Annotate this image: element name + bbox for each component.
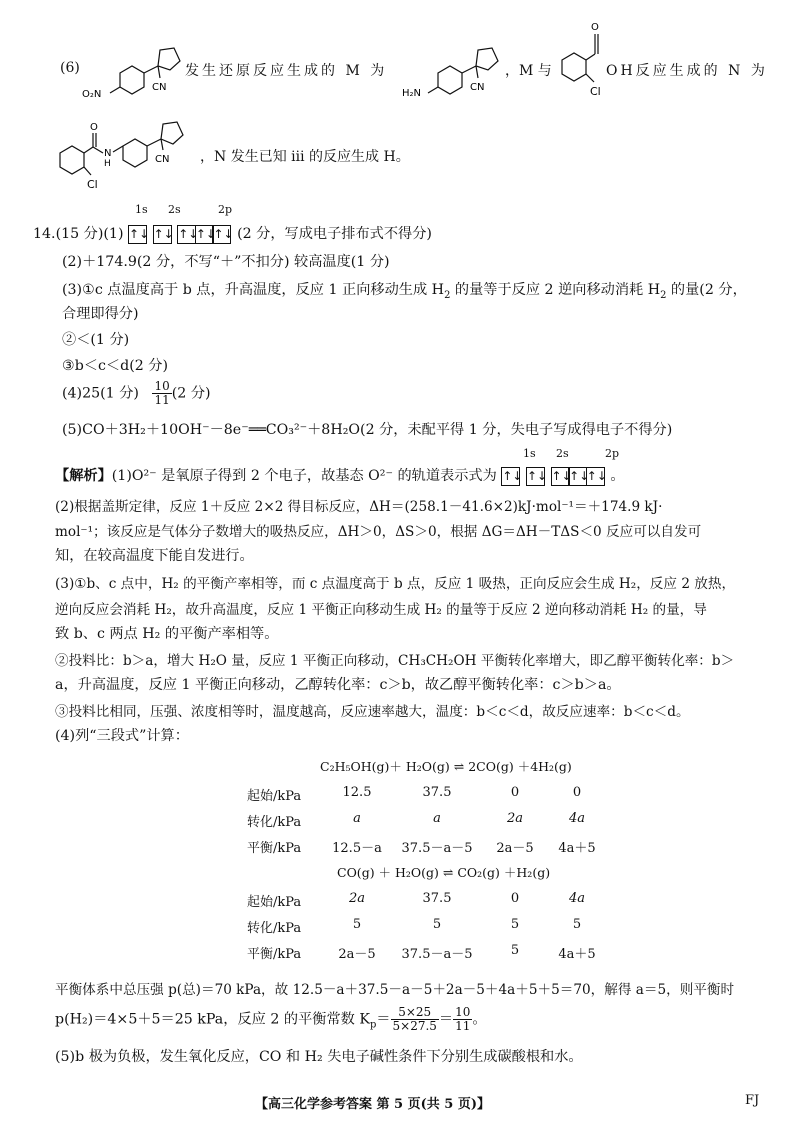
equals: ＝	[438, 1011, 454, 1028]
analysis-orbital-label-2s: 2s	[556, 447, 569, 460]
o-label: O	[90, 122, 98, 133]
cn-label: CN	[155, 154, 170, 165]
table1-row-equilibrium	[247, 837, 647, 855]
analysis-orbital-label-2p: 2p	[605, 447, 620, 460]
row-label: 起始/kPa	[247, 895, 302, 910]
q14-part3-2: ②＜(1 分)	[62, 332, 130, 348]
row-label: 转化/kPa	[247, 921, 302, 936]
orbital-label-1s: 1s	[135, 203, 148, 216]
orbital-box: ↑↓	[526, 467, 545, 486]
cell: 5	[510, 917, 520, 932]
analysis-p2a: (2)根据盖斯定律，反应 1＋反应 2×2 得目标反应，ΔH＝(258.1－41.6×2)kJ·mol⁻¹＝＋174.9 kJ·	[55, 499, 663, 515]
footer-code: FJ	[745, 1093, 760, 1108]
cn-label: CN	[470, 82, 485, 93]
orbital-2p	[177, 225, 234, 244]
analysis-p5a: 平衡体系中总压强 p(总)＝70 kPa，故 12.5－a＋37.5－a－5＋2a－5＋4a＋5＋5＝70，解得 a＝5，则平衡时	[55, 982, 735, 998]
orbital-box: ↑↓	[551, 467, 570, 486]
part3-1c: 的量(2 分，	[666, 282, 747, 298]
analysis-p2c: 知，在较高温度下能自发进行。	[55, 548, 254, 564]
cell: 12.5	[342, 785, 372, 800]
orbital-box: ↑↓	[568, 467, 587, 486]
frac-den: 5×27.5	[392, 1019, 437, 1033]
equation-2: CO(g) ＋ H₂O(g) ⇌ CO₂(g) ＋H₂(g)	[337, 865, 551, 880]
o-label: O	[591, 22, 599, 33]
q6-text2: ，M 与	[505, 63, 552, 79]
analysis-p1	[55, 465, 625, 486]
cl-label: Cl	[590, 85, 601, 98]
cell: 5	[510, 943, 520, 958]
equals: ＝	[376, 1011, 391, 1028]
table1-row-change	[247, 811, 647, 829]
q6-text1: 发生还原反应生成的 M 为	[185, 63, 388, 79]
kp-sub: p	[369, 1019, 377, 1031]
cell: 2a－5	[338, 947, 376, 962]
period: 。	[472, 1011, 487, 1028]
cell: 2a	[348, 891, 366, 906]
structure-chlorobenzoic-acid	[550, 12, 610, 107]
part4-a: (4)25(1 分)	[62, 385, 139, 402]
cell: 4a	[568, 811, 586, 826]
row-label: 转化/kPa	[247, 815, 302, 830]
cn-label: CN	[152, 82, 167, 93]
analysis-p4: (4)列“三段式”计算：	[55, 728, 189, 744]
fraction-10-11	[453, 1006, 472, 1033]
table2-row-change	[247, 917, 647, 935]
p5b-text: p(H₂)＝4×5＋5＝25 kPa，反应 2 的平衡常数 K	[55, 1011, 370, 1028]
cell: 2a	[506, 811, 524, 826]
structure-amine-compound	[400, 28, 505, 98]
orbital-1s	[128, 225, 150, 244]
analysis-p5b	[55, 1006, 487, 1033]
no2-label: O₂N	[82, 89, 102, 98]
analysis-p6: (5)b 极为负极，发生氧化反应，CO 和 H₂ 失电子碱性条件下分别生成碳酸根和水。	[55, 1049, 583, 1065]
orbital-box: ↑↓	[586, 467, 605, 486]
analysis-p1a: (1)O²⁻ 是氧原子得到 2 个电子，故基态 O²⁻ 的轨道表示式为	[111, 468, 497, 484]
row-label: 平衡/kPa	[247, 841, 302, 856]
orbital-box: ↑↓	[177, 225, 196, 244]
cell: 37.5－a－5	[401, 841, 473, 856]
h2n-label: H₂N	[402, 88, 422, 98]
analysis-p2b: mol⁻¹；该反应是气体分子数增大的吸热反应，ΔH＞0，ΔS＞0，根据 ΔG＝ΔH－TΔS＜0 反应可以自发可	[55, 524, 702, 540]
cell: a	[353, 811, 361, 826]
equation-1: C₂H₅OH(g)＋ H₂O(g) ⇌ 2CO(g) ＋4H₂(g)	[320, 759, 572, 774]
cell: a	[433, 811, 441, 826]
orbital-2s	[526, 467, 548, 486]
footer-page: 【高三化学参考答案 第 5 页(共 5 页)】	[255, 1097, 491, 1112]
cell: 4a＋5	[558, 947, 596, 962]
analysis-p3b: 逆向反应会消耗 H₂，故升高温度，反应 1 平衡正向移动生成 H₂ 的量等于反应 2 逆向移动消耗 H₂ 的量，导	[55, 602, 707, 618]
part4-b: (2 分)	[171, 385, 211, 402]
q14-part3-1: (3)①c 点温度高于 b 点，升高温度，反应 1 正向移动生成 $H_2$ 的量等于反应 2 逆向移动消耗 $H_2$ 的量(2 分，	[62, 282, 747, 301]
q14-score: (15 分)(1)	[55, 226, 124, 242]
q14-part1-note: (2 分，写成电子排布式不得分)	[237, 226, 432, 242]
cell: 0	[510, 785, 520, 800]
h-label: H	[104, 159, 111, 169]
cell: 0	[510, 891, 520, 906]
analysis-tag: 【解析】	[55, 468, 112, 484]
cell: 37.5	[422, 891, 452, 906]
structure-nitro-compound	[80, 28, 185, 98]
orbital-label-2p: 2p	[218, 203, 233, 216]
q6-text4: ，N 发生已知 ⅲ 的反应生成 H。	[200, 149, 410, 165]
orbital-label-2s: 2s	[168, 203, 181, 216]
cell: 2a－5	[496, 841, 534, 856]
orbital-box: ↑↓	[128, 225, 147, 244]
q14-part2: (2)＋174.9(2 分，不写“＋”不扣分) 较高温度(1 分)	[62, 254, 390, 270]
q14-part3-1-cont: 合理即得分)	[62, 306, 139, 322]
row-label: 起始/kPa	[247, 789, 302, 804]
row-label: 平衡/kPa	[247, 947, 302, 962]
part3-1b: 的量等于反应 2 逆向移动消耗 H	[450, 282, 661, 298]
fraction-10-11	[152, 380, 171, 407]
analysis-p1b: 。	[610, 468, 625, 484]
q6-text3: OH反应生成的 N 为	[606, 63, 768, 79]
frac-num: 10	[455, 1005, 471, 1019]
frac-den: 11	[455, 1019, 471, 1033]
analysis-orbital-label-1s: 1s	[523, 447, 536, 460]
q14-part5: (5)CO＋3H₂＋10OH⁻－8e⁻══CO₃²⁻＋8H₂O(2 分，未配平得 1 分，失电子写成得电子不得分)	[62, 422, 673, 438]
structure-amide-n	[55, 118, 200, 198]
cell: 4a＋5	[558, 841, 596, 856]
cl-label: Cl	[87, 178, 98, 191]
q6-label: (6)	[60, 60, 80, 76]
table2-row-start	[247, 891, 647, 909]
cell: 37.5－a－5	[401, 947, 473, 962]
analysis-p3f: ③投料比相同，压强、浓度相等时，温度越高，反应速率越大，温度：b＜c＜d，故反应速率：b＜c＜d。	[55, 704, 690, 720]
analysis-p3d: ②投料比：b＞a，增大 H₂O 量，反应 1 平衡正向移动，CH₃CH₂OH 平衡转化率增大，即乙醇平衡转化率：b＞	[55, 653, 735, 669]
cell: 4a	[568, 891, 586, 906]
table1-row-start	[247, 785, 647, 803]
orbital-1s	[501, 467, 523, 486]
fraction-5x25	[391, 1006, 439, 1033]
orbital-2p	[551, 467, 607, 486]
q14-part3-3: ③b＜c＜d(2 分)	[62, 358, 168, 374]
frac-num: 5×25	[391, 1006, 439, 1020]
cell: 5	[352, 917, 362, 932]
cell: 5	[572, 917, 582, 932]
frac-den: 11	[154, 393, 170, 407]
q14-part1	[33, 223, 432, 244]
q14-label: 14.	[33, 226, 56, 242]
orbital-2s	[153, 225, 174, 244]
frac-num: 10	[154, 379, 170, 393]
cell: 12.5－a	[332, 841, 382, 856]
part3-1a: (3)①c 点温度高于 b 点，升高温度，反应 1 正向移动生成 H	[62, 282, 445, 298]
analysis-p3a: (3)①b、c 点中，H₂ 的平衡产率相等，而 c 点温度高于 b 点，反应 1 吸热，正向反应会生成 H₂，反应 2 放热，	[55, 576, 736, 592]
analysis-p3c: 致 b、c 两点 H₂ 的平衡产率相等。	[55, 626, 279, 642]
table2-row-equilibrium	[247, 943, 647, 961]
cell: 37.5	[422, 785, 452, 800]
cell: 5	[432, 917, 442, 932]
orbital-box: ↑↓	[153, 225, 172, 244]
n-label: N	[104, 148, 112, 159]
cell: 0	[572, 785, 582, 800]
q14-part4	[62, 380, 211, 407]
orbital-box: ↑↓	[501, 467, 520, 486]
orbital-box: ↑↓	[195, 225, 214, 244]
orbital-box: ↑↓	[212, 225, 231, 244]
analysis-p3e: a，升高温度，反应 1 平衡正向移动，乙醇转化率：c＞b，故乙醇平衡转化率：c＞b＞a。	[55, 677, 621, 693]
